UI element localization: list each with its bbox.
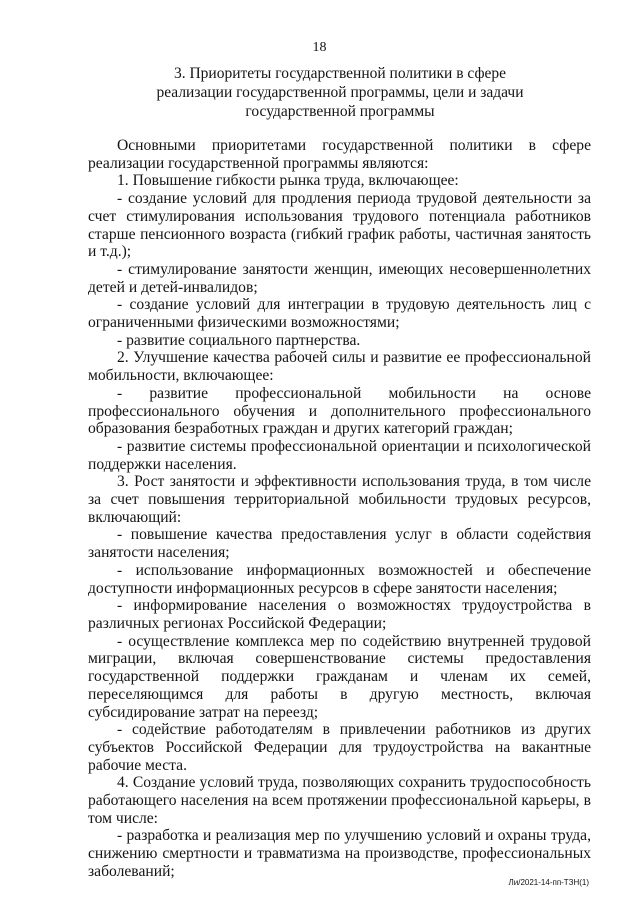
paragraph-priority-3: 3. Рост занятости и эффективности использования труда, в том числе за счет повышения территориальной мобильности трудовых ресурсов, включающий: xyxy=(88,473,591,526)
page-number: 18 xyxy=(312,40,327,55)
section-heading xyxy=(90,64,590,121)
paragraph-list-item: - развитие социального партнерства. xyxy=(117,331,361,349)
paragraph-list-item: - развитие профессиональной мобильности на основе профессионального обучения и дополнительного профессионального образования безработных граждан и других категорий граждан; xyxy=(88,384,591,438)
paragraph-list-item: - осуществление комплекса мер по содействию внутренней трудовой миграции, включая совершенствование системы предоставления государственной поддержки гражданам и членам их семей, переселяющимся для работы в другую местность, включая субсидирование затрат на переезд; xyxy=(88,632,591,721)
paragraph-list-item: - использование информационных возможностей и обеспечение доступности информационных ресурсов в сфере занятости населения; xyxy=(88,561,591,597)
paragraph-list-item: - разработка и реализация мер по улучшению условий и охраны труда, снижению смертности и травматизма на производстве, профессиональных заболеваний; xyxy=(88,827,591,880)
section-heading-line: государственной программы xyxy=(245,103,435,120)
paragraph-list-item: - создание условий для продления периода трудовой деятельности за счет стимулирования использования трудового потенциала работников старше пенсионного возраста (гибкий график работы, частичная занятость и т.д.); xyxy=(88,190,591,261)
document-code: Ли/2021-14-пп-ТЗН(1) xyxy=(508,878,589,887)
paragraph-list-item: - создание условий для интеграции в трудовую деятельность лиц с ограниченными физическими возможностями; xyxy=(88,296,591,332)
paragraph-list-item: - развитие системы профессиональной ориентации и психологической поддержки населения. xyxy=(88,437,591,473)
paragraph-list-item: - содействие работодателям в привлечении работников из других субъектов Российской Федерации для трудоустройства на вакантные рабочие места. xyxy=(88,721,591,774)
paragraph-list-item: - информирование населения о возможностях трудоустройства в различных регионах Российской Федерации; xyxy=(88,597,591,632)
section-heading-line: 3. Приоритеты государственной политики в сфере xyxy=(173,65,507,82)
paragraph-intro: Основными приоритетами государственной политики в сфере реализации государственной программы являются: xyxy=(88,137,591,172)
paragraph-list-item: - повышение качества предоставления услуг в области содействия занятости населения; xyxy=(88,526,591,562)
paragraph-priority-1: 1. Повышение гибкости рынка труда, включающее: xyxy=(117,172,459,190)
section-heading-line: реализации государственной программы, цели и задачи xyxy=(156,84,524,101)
document-body xyxy=(88,137,591,881)
paragraph-priority-2: 2. Улучшение качества рабочей силы и развитие ее профессиональной мобильности, включающее: xyxy=(88,349,591,385)
paragraph-priority-4: 4. Создание условий труда, позволяющих сохранить трудоспособность работающего населения на всем протяжении профессиональной карьеры, в том числе: xyxy=(88,774,591,827)
paragraph-list-item: - стимулирование занятости женщин, имеющих несовершеннолетних детей и детей-инвалидов; xyxy=(88,260,591,296)
